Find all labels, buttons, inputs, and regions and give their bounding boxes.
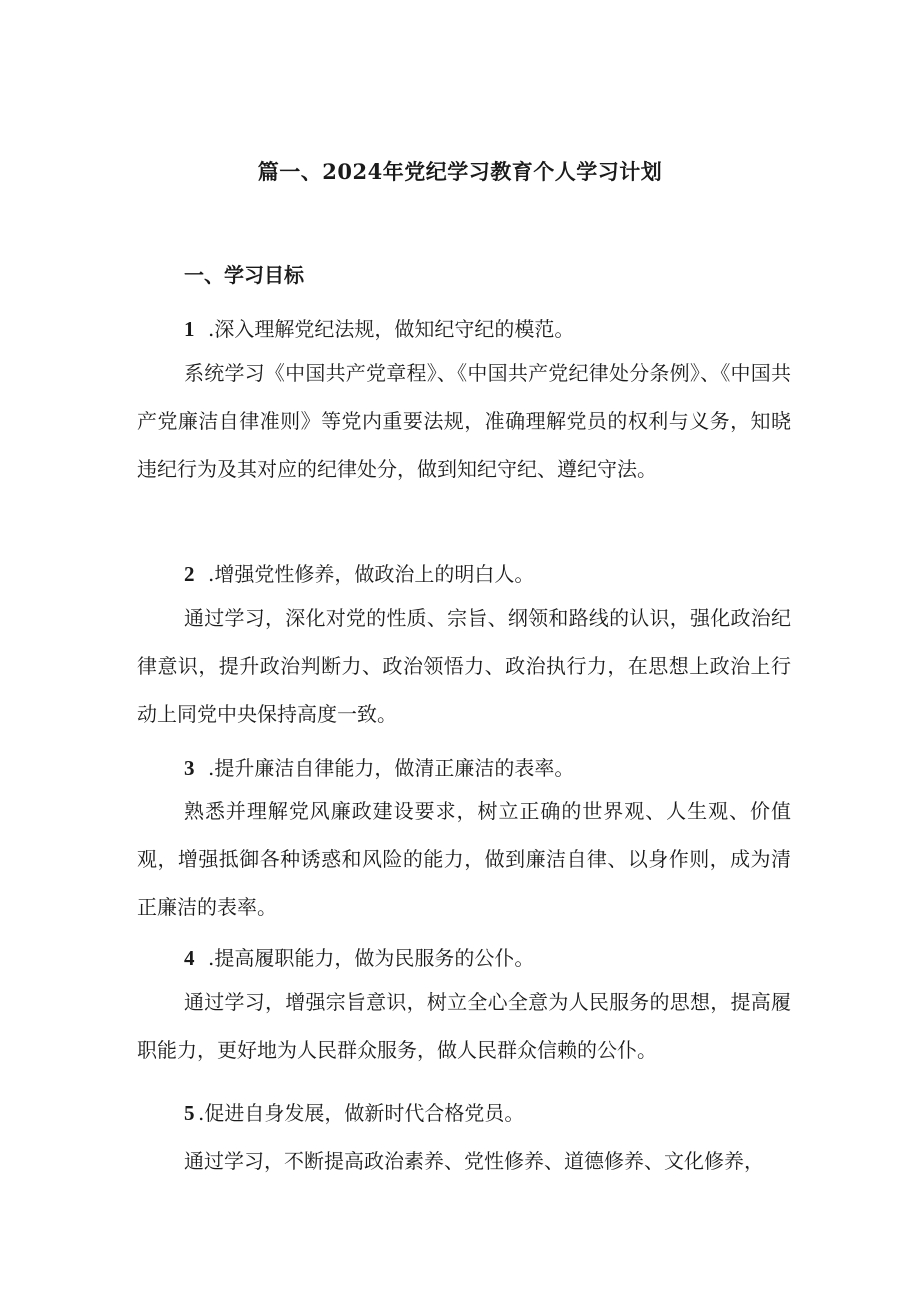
item-heading-text: .深入理解党纪法规，做知纪守纪的模范。 <box>208 317 575 341</box>
item-body-3: 熟悉并理解党风廉政建设要求，树立正确的世界观、人生观、价值观，增强抵御各种诱惑和风险的能力，做到廉洁自律、以身作则，成为清正廉洁的表率。 <box>137 799 791 919</box>
item-heading-4 <box>184 942 534 971</box>
item-number: 3 <box>184 756 195 780</box>
item-body-5: 通过学习，不断提高政治素养、党性修养、道德修养、文化修养， <box>184 1149 764 1173</box>
item-heading-3 <box>184 752 574 781</box>
item-heading-text: .提升廉洁自律能力，做清正廉洁的表率。 <box>208 756 575 780</box>
section-heading: 一、学习目标 <box>184 263 304 287</box>
document-title: 篇一、2024年党纪学习教育个人学习计划 <box>257 159 663 184</box>
item-number: 2 <box>184 562 195 586</box>
item-heading-text: .提高履职能力，做为民服务的公仆。 <box>208 946 535 970</box>
item-heading-1 <box>184 313 574 342</box>
item-number: 5 <box>184 1101 195 1125</box>
item-number: 4 <box>184 946 195 970</box>
item-body-2: 通过学习，深化对党的性质、宗旨、纲领和路线的认识，强化政治纪律意识，提升政治判断力、政治领悟力、政治执行力，在思想上政治上行动上同党中央保持高度一致。 <box>137 606 791 726</box>
item-number: 1 <box>184 317 195 341</box>
item-heading-2 <box>184 558 534 587</box>
item-heading-5 <box>184 1097 524 1126</box>
item-heading-text: .增强党性修养，做政治上的明白人。 <box>208 562 535 586</box>
item-body-1: 系统学习《中国共产党章程》、《中国共产党纪律处分条例》、《中国共产党廉洁自律准则》等党内重要法规，准确理解党员的权利与义务，知晓违纪行为及其对应的纪律处分，做到知纪守纪、遵纪守法。 <box>137 361 791 481</box>
item-body-4: 通过学习，增强宗旨意识，树立全心全意为人民服务的思想，提高履职能力，更好地为人民群众服务，做人民群众信赖的公仆。 <box>137 990 791 1062</box>
item-heading-text: .促进自身发展，做新时代合格党员。 <box>198 1101 525 1125</box>
